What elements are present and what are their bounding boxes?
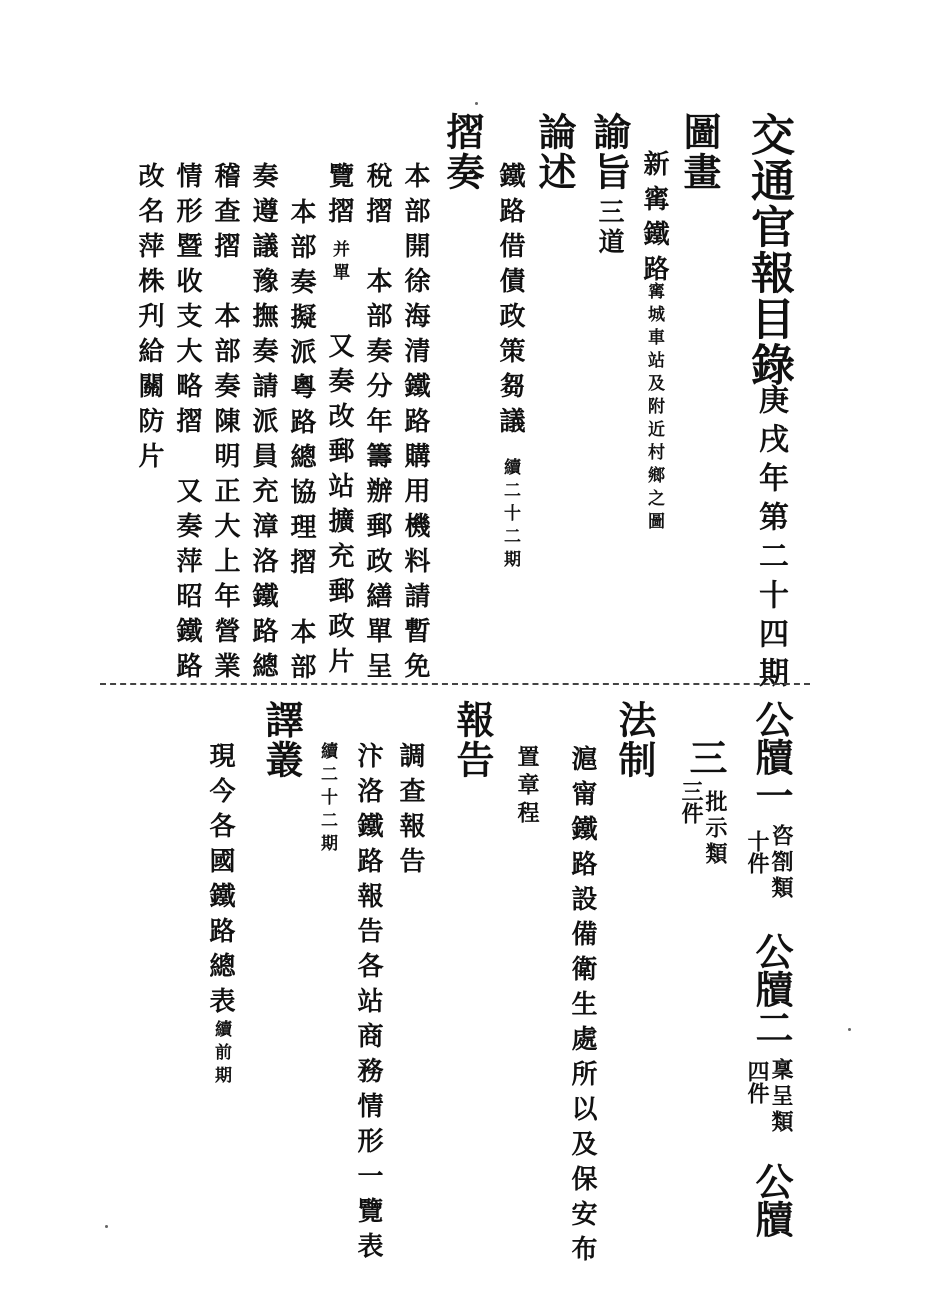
zhezou-item-note: 并單 xyxy=(329,240,349,286)
yuzhi-note: 三道 xyxy=(594,198,624,258)
zhezou-item: 覽摺 xyxy=(324,162,354,232)
gongdu-2-heading: 公牘二 xyxy=(749,932,794,1046)
issue-number: 庚戌年第二十四期 xyxy=(753,384,788,696)
gongdu-1-count: 十件 xyxy=(744,830,770,874)
zhezou-item: 奏遵議豫撫奏請派員充漳洛鐵路總 xyxy=(248,162,278,687)
scan-speck xyxy=(475,102,478,105)
scan-speck xyxy=(105,1225,108,1228)
fazhi-item: 滬甯鐵路設備衛生處所以及保安布 xyxy=(567,745,597,1270)
baogao-item-2-note: 續二十二期 xyxy=(317,742,337,857)
page-title: 交通官報目錄 xyxy=(743,112,794,388)
gongdu-3-type: 批示類 xyxy=(702,790,728,868)
zhezou-item: 本部奏擬派粵路總協理摺 本部 xyxy=(286,198,316,688)
zhezou-item: 情形暨收支大略摺 又奏萍昭鐵路 xyxy=(172,162,202,687)
lunshu-item: 鐵路借債政策芻議 xyxy=(495,162,525,442)
gongdu-3-count: 三件 xyxy=(678,780,704,824)
section-heading-tuhua: 圖畫 xyxy=(677,112,722,192)
zhezou-item: 本部開徐海清鐵路購用機料請暫免 xyxy=(400,162,430,687)
lunshu-item-note: 續二十二期 xyxy=(500,458,520,573)
section-heading-fazhi: 法制 xyxy=(612,700,657,780)
scan-speck xyxy=(848,1028,851,1031)
zhezou-item: 稅摺 本部奏分年籌辦郵政繕單呈 xyxy=(362,162,392,687)
gongdu-1-heading: 公牘一 xyxy=(749,700,794,814)
section-heading-zhezou: 摺奏 xyxy=(440,112,485,192)
baogao-item-2: 汴洛鐵路報告各站商務情形一覽表 xyxy=(353,742,383,1267)
baogao-item-1: 調查報告 xyxy=(395,742,425,882)
section-heading-yicong: 譯叢 xyxy=(259,700,304,780)
zhezou-item: 又奏改郵站擴充郵政片 xyxy=(324,332,354,682)
tuhua-item-detail: 寗城車站及附近村鄉之圖 xyxy=(644,282,664,535)
section-heading-baogao: 報告 xyxy=(450,700,495,780)
gongdu-3-heading: 公牘 xyxy=(749,1162,794,1238)
yicong-item-note: 續前期 xyxy=(211,1020,231,1089)
tuhua-item: 新寗鐵路 xyxy=(639,150,669,290)
fazhi-item-cont: 置章程 xyxy=(514,745,540,829)
section-divider xyxy=(100,683,810,685)
gongdu-2-count: 四件 xyxy=(744,1060,770,1104)
zhezou-item: 稽查摺 本部奏陳明正大上年營業 xyxy=(210,162,240,687)
gongdu-3-number: 三 xyxy=(683,738,728,776)
yicong-item: 現今各國鐵路總表 xyxy=(205,742,235,1022)
gongdu-2-type: 稟呈類 xyxy=(768,1058,794,1136)
zhezou-item: 改名萍株刋給關防片 xyxy=(134,162,164,477)
gongdu-1-type: 咨劄類 xyxy=(768,824,794,902)
section-heading-lunshu: 論述 xyxy=(532,112,577,192)
section-heading-yuzhi: 諭旨 xyxy=(587,112,632,192)
